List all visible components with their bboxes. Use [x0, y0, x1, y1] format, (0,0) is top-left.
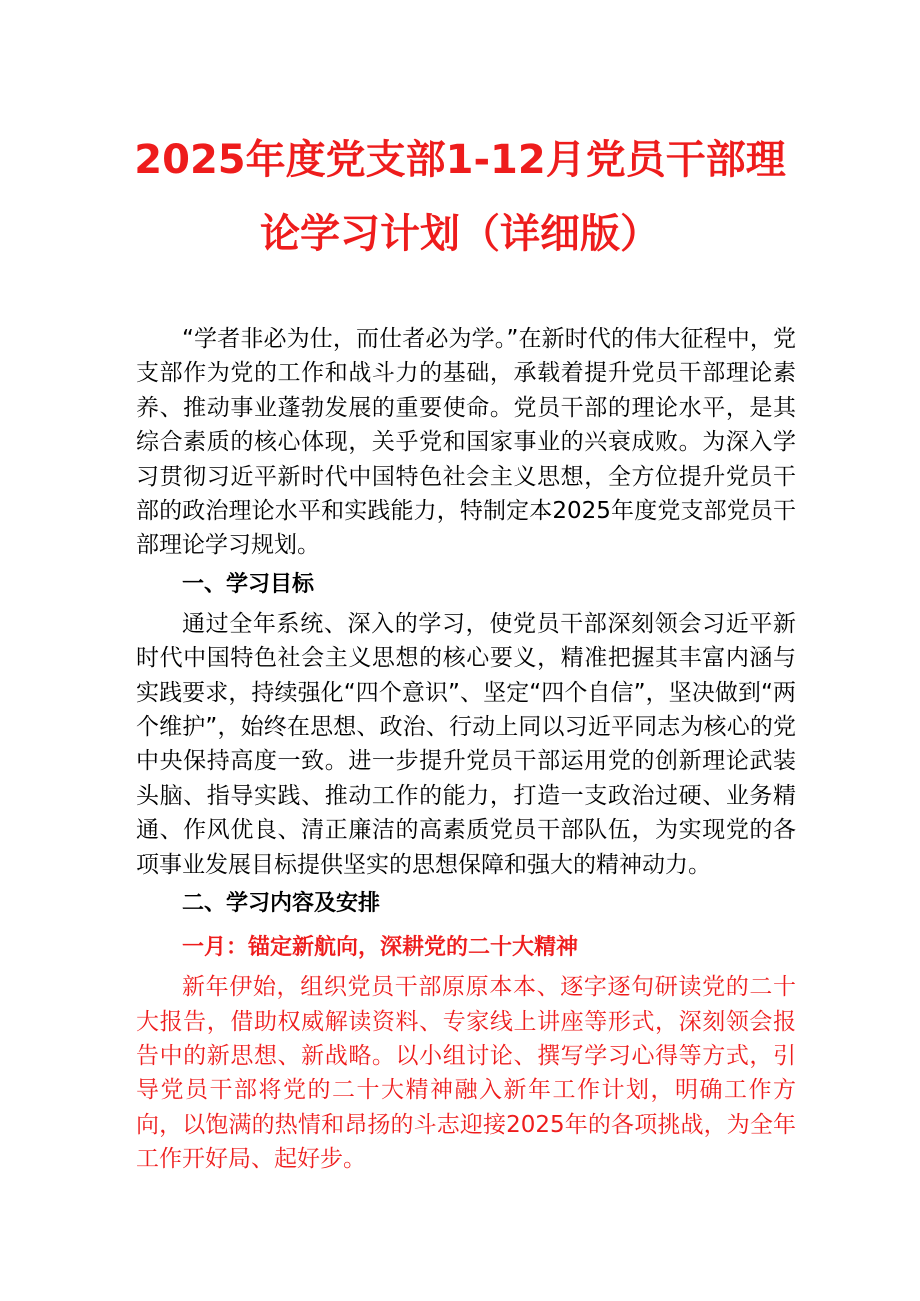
- goals-paragraph: 通过全年系统、深入的学习，使党员干部深刻领会习近平新时代中国特色社会主义思想的核心要义，精准把握其丰富内涵与实践要求，持续强化“四个意识”、坚定“四个自信”，坚决做到“两个维护”，始终在思想、政治、行动上同以习近平同志为核心的党中央保持高度一致。进一步提升党员干部运用党的创新理论武装头脑、指导实践、推动工作的能力，打造一支政治过硬、业务精通、作风优良、清正廉洁的高素质党员干部队伍，为实现党的各项事业发展目标提供坚实的思想保障和强大的精神动力。: [136, 610, 796, 878]
- january-heading: 一月：锚定新航向，深耕党的二十大精神: [182, 935, 579, 961]
- document-body: [136, 322, 796, 1177]
- document-title-line1: 2025年度党支部1-12月党员干部理: [134, 137, 786, 183]
- intro-paragraph: “学者非必为仕，而仕者必为学。”在新时代的伟大征程中，党支部作为党的工作和战斗力的基础，承载着提升党员干部理论素养、推动事业蓬勃发展的重要使命。党员干部的理论水平，是其综合素质的核心体现，关乎党和国家事业的兴衰成败。为深入学习贯彻习近平新时代中国特色社会主义思想，全方位提升党员干部的政治理论水平和实践能力，特制定本2025年度党支部党员干部理论学习规划。: [136, 326, 796, 559]
- section-heading-content: 二、学习内容及安排: [182, 891, 381, 917]
- january-paragraph: 新年伊始，组织党员干部原原本本、逐字逐句研读党的二十大报告，借助权威解读资料、专家线上讲座等形式，深刻领会报告中的新思想、新战略。以小组讨论、撰写学习心得等方式，引导党员干部将党的二十大精神融入新年工作计划，明确工作方向，以饱满的热情和昂扬的斗志迎接2025年的各项挑战，为全年工作开好局、起好步。: [136, 974, 796, 1173]
- document-title-line2: 论学习计划（详细版）: [260, 211, 660, 257]
- section-heading-goals: 一、学习目标: [182, 571, 315, 597]
